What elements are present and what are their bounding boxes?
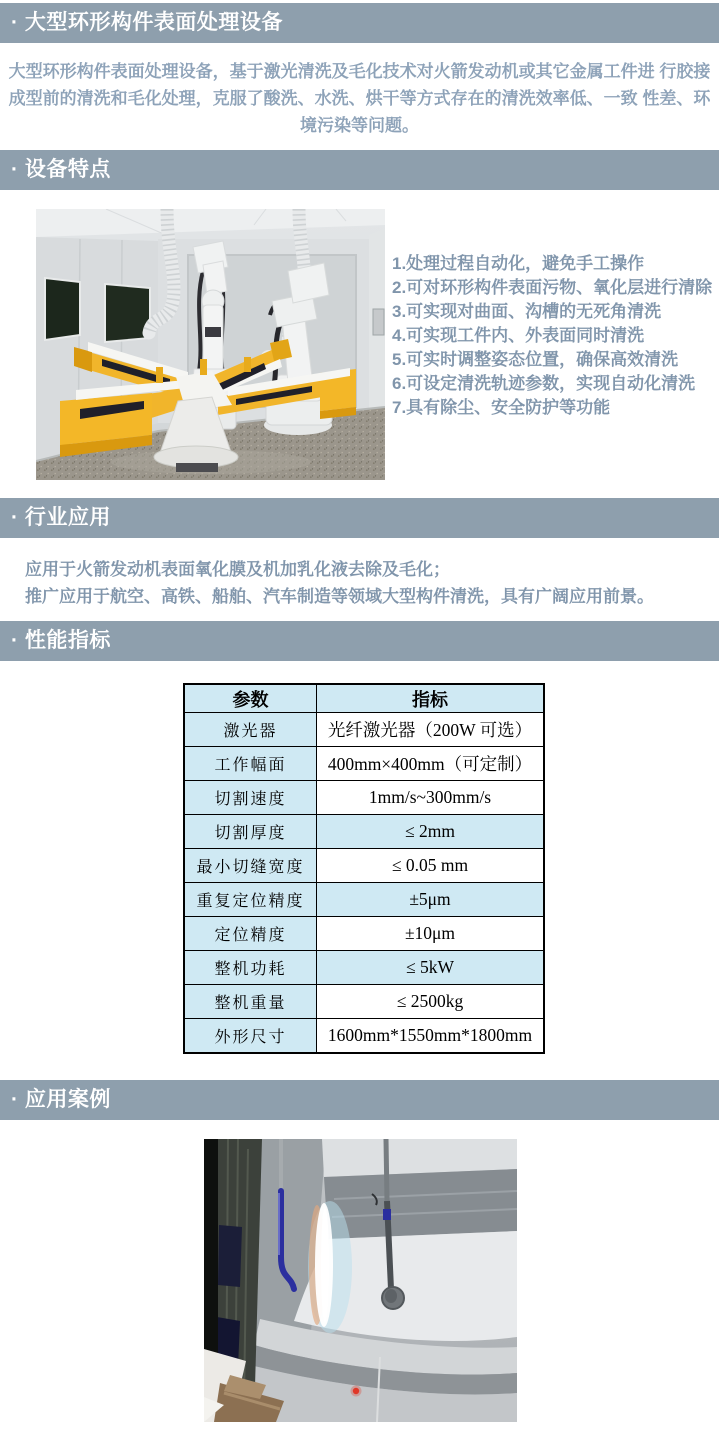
section-header-overview	[0, 3, 719, 43]
spec-header-param: 参数	[184, 684, 317, 713]
section-header-specs	[0, 621, 719, 661]
spec-param: 激光器	[184, 713, 317, 747]
spec-row-work-area	[184, 747, 544, 781]
application-line: 应用于火箭发动机表面氧化膜及机加乳化液去除及毛化；	[25, 560, 450, 579]
spec-row-weight	[184, 985, 544, 1019]
application-line: 推广应用于航空、高铁、船舶、汽车制造等领域大型构件清洗，具有广阔应用前景。	[25, 587, 654, 606]
spec-value: 400mm×400mm（可定制）	[317, 747, 545, 781]
spec-value: ±10μm	[317, 917, 545, 951]
spec-header-value: 指标	[317, 684, 545, 713]
spec-row-repeat-accuracy	[184, 883, 544, 917]
spec-row-kerf-width	[184, 849, 544, 883]
control-panel	[373, 309, 384, 335]
spec-param: 最小切缝宽度	[184, 849, 317, 883]
spec-value: 光纤激光器（200W 可选）	[317, 713, 545, 747]
spec-value: 1600mm*1550mm*1800mm	[317, 1019, 545, 1054]
section-header-cases	[0, 1080, 719, 1120]
spec-value: ≤ 5kW	[317, 951, 545, 985]
brushed-band	[324, 1169, 517, 1239]
spec-value: ±5μm	[317, 883, 545, 917]
spec-row-laser	[184, 713, 544, 747]
case-photo	[204, 1139, 517, 1422]
section-header-overview-label: · 大型环形构件表面处理设备	[11, 11, 283, 34]
feature-item: 4.可实现工件内、外表面同时清洗	[392, 326, 645, 345]
feature-list	[392, 252, 712, 420]
spec-param: 切割速度	[184, 781, 317, 815]
intro-paragraph: 大型环形构件表面处理设备，基于激光清洗及毛化技术对火箭发动机或其它金属工件进 行胶接成型前的清洗和毛化处理，克服了酸洗、水洗、烘干等方式存在的清洗效率低、一致 性差、环境污染等问题。	[8, 62, 711, 135]
spec-value: ≤ 0.05 mm	[317, 849, 545, 883]
spec-param: 切割厚度	[184, 815, 317, 849]
feature-item: 7.具有除尘、安全防护等功能	[392, 398, 611, 417]
spec-row-position-accuracy	[184, 917, 544, 951]
spec-param: 整机重量	[184, 985, 317, 1019]
spec-table	[183, 683, 545, 1054]
laser-dot	[353, 1388, 359, 1394]
industry-application-text	[25, 556, 654, 610]
spec-param: 工作幅面	[184, 747, 317, 781]
spec-row-cut-thickness	[184, 815, 544, 849]
spec-param: 整机功耗	[184, 951, 317, 985]
feature-item: 6.可设定清洗轨迹参数，实现自动化清洗	[392, 374, 696, 393]
spec-table-header-row	[184, 684, 544, 713]
section-header-cases-label: · 应用案例	[11, 1088, 111, 1111]
spec-param: 外形尺寸	[184, 1019, 317, 1054]
spec-row-power	[184, 951, 544, 985]
section-header-applications	[0, 498, 719, 538]
section-header-features	[0, 150, 719, 190]
equipment-photo	[36, 209, 385, 480]
feature-item: 3.可实现对曲面、沟槽的无死角清洗	[392, 302, 662, 321]
spec-param: 重复定位精度	[184, 883, 317, 917]
spec-value: 1mm/s~300mm/s	[317, 781, 545, 815]
feature-item: 2.可对环形构件表面污物、氧化层进行清除	[392, 278, 713, 297]
window-left	[45, 278, 80, 340]
spec-value: ≤ 2500kg	[317, 985, 545, 1019]
spec-row-cut-speed	[184, 781, 544, 815]
feature-item: 1.处理过程自动化，避免手工操作	[392, 254, 645, 273]
section-header-specs-label: · 性能指标	[11, 629, 111, 652]
spec-value: ≤ 2mm	[317, 815, 545, 849]
spec-row-dimensions	[184, 1019, 544, 1054]
section-header-applications-label: · 行业应用	[11, 506, 111, 529]
laser-cleaning-streak	[308, 1201, 352, 1333]
feature-item: 5.可实时调整姿态位置，确保高效清洗	[392, 350, 679, 369]
section-header-features-label: · 设备特点	[11, 158, 111, 181]
spec-param: 定位精度	[184, 917, 317, 951]
